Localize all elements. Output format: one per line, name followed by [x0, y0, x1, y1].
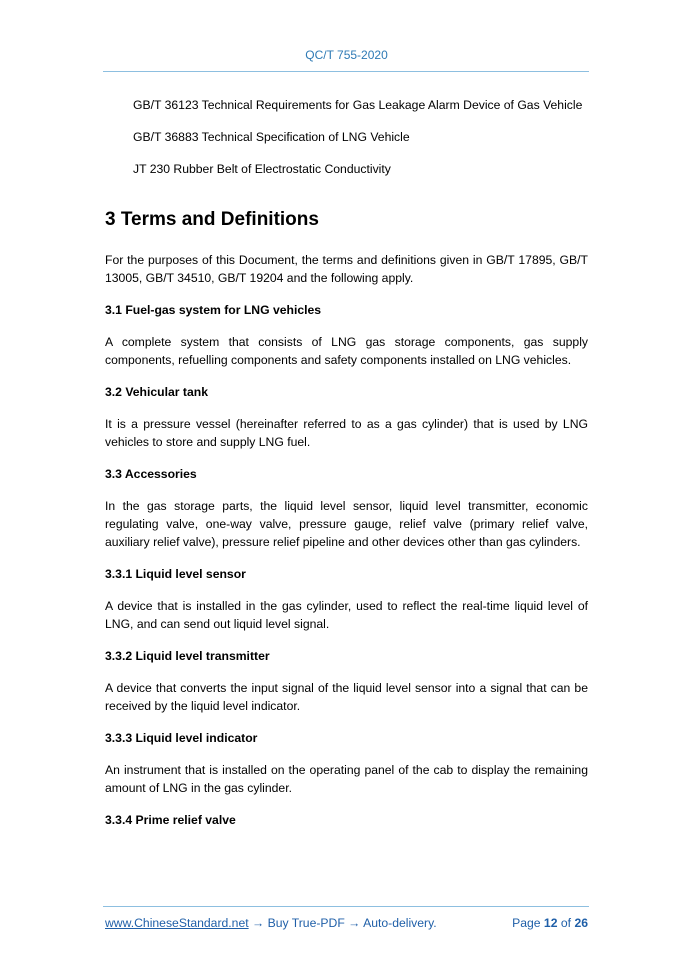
footer-divider — [103, 906, 589, 907]
term-heading: 3.3.2 Liquid level transmitter — [105, 649, 270, 663]
term-heading: 3.2 Vehicular tank — [105, 385, 208, 399]
reference-item: GB/T 36123 Technical Requirements for Gas Leakage Alarm Device of Gas Vehicle — [133, 98, 583, 112]
section-intro: For the purposes of this Document, the terms and definitions given in GB/T 17895, GB/T 13005, GB/T 34510, GB/T 19204 and the following apply. — [105, 253, 588, 285]
term-heading: 3.1 Fuel-gas system for LNG vehicles — [105, 303, 322, 317]
term-definition: In the gas storage parts, the liquid level sensor, liquid level transmitter, economic regulating valve, one-way valve, pressure gauge, relief valve (primary relief valve, auxiliary relief valve), pressure relief pipeline and other devices other than gas cylinders. — [105, 499, 588, 549]
page-of: of — [560, 916, 572, 930]
page-total: 26 — [574, 916, 588, 930]
term-heading: 3.3.1 Liquid level sensor — [105, 567, 246, 581]
page-current: 12 — [543, 916, 558, 930]
term-definition: It is a pressure vessel (hereinafter referred to as a gas cylinder) that is used by LNG vehicles to store and supply LNG fuel. — [105, 417, 588, 449]
reference-item: JT 230 Rubber Belt of Electrostatic Conductivity — [133, 162, 391, 176]
term-heading: 3.3 Accessories — [105, 467, 197, 481]
document-code-header: QC/T 755-2020 — [305, 48, 388, 62]
term-definition: A device that converts the input signal of the liquid level sensor into a signal that can be received by the liquid level indicator. — [105, 681, 588, 713]
term-definition: A complete system that consists of LNG gas storage components, gas supply components, refuelling components and safety components installed on LNG vehicles. — [105, 335, 588, 367]
promo-text: → Buy True-PDF → Auto-delivery. — [248, 916, 437, 930]
website-link[interactable]: www.ChineseStandard.net — [105, 916, 249, 930]
page-indicator — [512, 916, 588, 930]
term-heading: 3.3.4 Prime relief valve — [105, 813, 236, 827]
reference-item: GB/T 36883 Technical Specification of LNG Vehicle — [133, 130, 410, 144]
term-heading: 3.3.3 Liquid level indicator — [105, 731, 258, 745]
page-content — [105, 96, 588, 843]
header-divider — [103, 71, 589, 72]
term-definition: A device that is installed in the gas cylinder, used to reflect the real-time liquid level of LNG, and can send out liquid level signal. — [105, 599, 588, 631]
page-footer — [105, 916, 588, 930]
section-title: 3 Terms and Definitions — [105, 209, 319, 230]
term-definition: An instrument that is installed on the operating panel of the cab to display the remaining amount of LNG in the gas cylinder. — [105, 763, 588, 795]
page-label: Page — [512, 916, 541, 930]
